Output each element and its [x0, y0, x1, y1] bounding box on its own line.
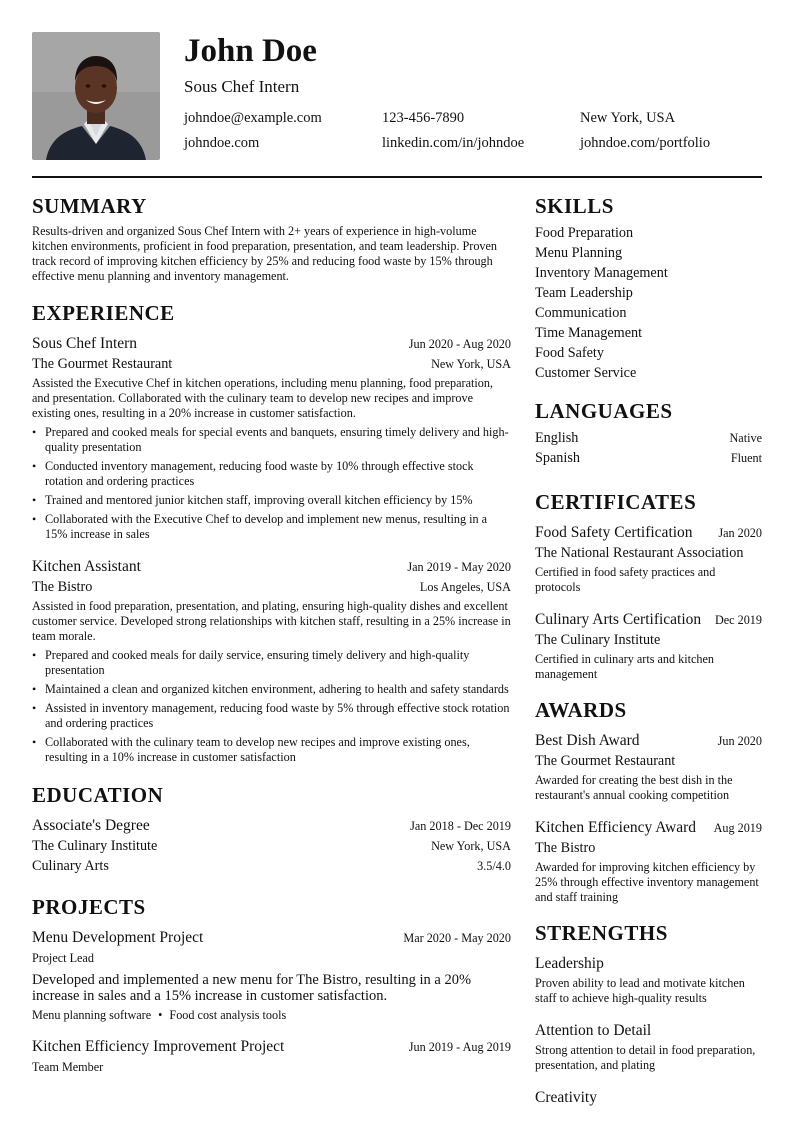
project-name: Kitchen Efficiency Improvement Project: [32, 1038, 285, 1055]
language-name: English: [535, 430, 579, 446]
award-issuer: The Gourmet Restaurant: [535, 753, 676, 769]
job-description: Assisted in food preparation, presentation, and plating, ensuring high-quality dishes and excellent customer service. Developed strong relationships with kitchen staff, resulting in a 25% increase in team morale.: [32, 599, 511, 643]
list-item: • Assisted in inventory management, reducing food waste by 5% through effective stock rotation and ordering practices: [32, 701, 511, 731]
candidate-title: Sous Chef Intern: [184, 77, 300, 96]
job-dates: Jun 2020 - Aug 2020: [408, 337, 511, 351]
degree-name: Associate's Degree: [32, 817, 150, 834]
languages-section: [535, 398, 762, 468]
candidate-name: John Doe: [184, 33, 317, 69]
tool-item: Food cost analysis tools: [169, 1008, 287, 1022]
project-description: Developed and implemented a new menu for The Bistro, resulting in a 20% increase in sales and a 15% increase in customer satisfaction.: [32, 972, 472, 1004]
list-item: • Collaborated with the Executive Chef to develop and implement new menus, resulting in a 15% increase in sales: [32, 512, 511, 542]
certificate-entry: [535, 609, 762, 682]
certificate-issuer: The Culinary Institute: [535, 632, 661, 648]
skill-item: Time Management: [535, 325, 643, 341]
section-heading: AWARDS: [535, 698, 627, 722]
strength-entry: [535, 1087, 762, 1108]
awards-section: [535, 697, 762, 905]
certificate-name: Food Safety Certification: [535, 524, 693, 541]
education-entry: [32, 815, 511, 876]
certificate-issuer: The National Restaurant Association: [535, 545, 744, 561]
job-bullets: [32, 648, 511, 765]
project-entry: [32, 1036, 511, 1077]
project-role: Team Member: [32, 1060, 104, 1074]
project-entry: [32, 927, 511, 1023]
contact-phone[interactable]: 123-456-7890: [382, 110, 465, 126]
skill-item: Inventory Management: [535, 265, 668, 281]
strength-entry: [535, 1020, 762, 1073]
side-column: [535, 193, 762, 1122]
section-heading: SKILLS: [535, 194, 614, 218]
contact-info: [184, 106, 762, 156]
language-item: [535, 428, 762, 448]
company-name: The Bistro: [32, 579, 93, 595]
tool-item: Menu planning software: [32, 1008, 152, 1022]
gpa: 3.5/4.0: [477, 859, 511, 873]
education-section: [32, 782, 511, 876]
projects-section: [32, 894, 511, 1077]
skill-item: Food Preparation: [535, 225, 634, 241]
experience-section: [32, 300, 511, 765]
skill-item: Food Safety: [535, 345, 604, 361]
contact-location: New York, USA: [580, 110, 676, 126]
profile-photo: [32, 32, 160, 160]
section-heading: EXPERIENCE: [32, 301, 175, 325]
job-location: Los Angeles, USA: [419, 580, 511, 594]
strength-description: Strong attention to detail in food preparation, presentation, and plating: [535, 1043, 756, 1072]
job-title: Kitchen Assistant: [32, 558, 141, 575]
award-name: Kitchen Efficiency Award: [535, 819, 696, 836]
award-entry: [535, 817, 762, 905]
strengths-section: [535, 920, 762, 1108]
skill-item: Team Leadership: [535, 285, 633, 301]
strength-name: Creativity: [535, 1089, 597, 1106]
contact-portfolio[interactable]: johndoe.com/portfolio: [580, 135, 711, 151]
project-tools: [32, 1008, 511, 1023]
project-dates: Jun 2019 - Aug 2019: [408, 1040, 511, 1054]
job-description: Assisted the Executive Chef in kitchen operations, including menu planning, food preparation, and presentation. Collaborated with the culinary team to develop new recipes and improve existing ones, resulting in a 20% increase in customer satisfaction.: [32, 376, 493, 420]
education-dates: Jan 2018 - Dec 2019: [410, 819, 511, 833]
strength-name: Attention to Detail: [535, 1022, 652, 1039]
contact-email[interactable]: johndoe@example.com: [184, 110, 322, 126]
certificate-entry: [535, 522, 762, 595]
award-entry: [535, 730, 762, 803]
list-item: • Prepared and cooked meals for special events and banquets, ensuring timely delivery and high-quality presentation: [32, 425, 511, 455]
header-divider: [32, 176, 762, 178]
project-dates: Mar 2020 - May 2020: [403, 931, 511, 945]
section-heading: EDUCATION: [32, 783, 164, 807]
list-item: • Collaborated with the culinary team to develop new recipes and improve existing ones, resulting in a 10% increase in customer satisfaction: [32, 735, 511, 765]
skill-item: Menu Planning: [535, 245, 623, 261]
skill-item: Customer Service: [535, 365, 637, 381]
skill-item: Communication: [535, 305, 627, 321]
profile-photo-illustration: [32, 32, 160, 160]
resume-header: [32, 32, 762, 160]
certificate-description: Certified in culinary arts and kitchen management: [535, 652, 715, 681]
section-heading: SUMMARY: [32, 194, 147, 218]
list-item: • Trained and mentored junior kitchen staff, improving overall kitchen efficiency by 15%: [32, 493, 511, 508]
award-name: Best Dish Award: [535, 732, 640, 749]
certificate-date: Jan 2020: [718, 526, 762, 540]
contact-website[interactable]: johndoe.com: [184, 135, 260, 151]
award-issuer: The Bistro: [535, 840, 596, 856]
company-name: The Gourmet Restaurant: [32, 356, 173, 372]
award-description: Awarded for creating the best dish in the restaurant's annual cooking competition: [535, 773, 733, 802]
skills-list: [535, 223, 762, 383]
award-description: Awarded for improving kitchen efficiency by 25% through effective inventory management and staff training: [535, 860, 759, 904]
strength-name: Leadership: [535, 955, 604, 972]
job-dates: Jan 2019 - May 2020: [407, 560, 511, 574]
section-heading: CERTIFICATES: [535, 490, 697, 514]
section-heading: LANGUAGES: [535, 399, 673, 423]
project-name: Menu Development Project: [32, 929, 204, 946]
summary-section: [32, 193, 511, 284]
strength-description: Proven ability to lead and motivate kitchen staff to achieve high-quality results: [535, 976, 745, 1005]
section-heading: STRENGTHS: [535, 921, 668, 945]
separator-dot: •: [158, 1008, 163, 1022]
certificate-description: Certified in food safety practices and protocols: [535, 565, 716, 594]
summary-text: Results-driven and organized Sous Chef Intern with 2+ years of experience in high-volume kitchen environments, proficient in food preparation, presentation, and team leadership. Proven track record of improving kitchen efficiency by 25% and reducing food waste by 15% through effective menu planning and inventory management.: [32, 224, 498, 283]
strength-entry: [535, 953, 762, 1006]
certificate-name: Culinary Arts Certification: [535, 611, 702, 628]
language-level: Native: [729, 431, 762, 445]
main-column: [32, 193, 511, 1091]
project-role: Project Lead: [32, 951, 94, 965]
certificate-date: Dec 2019: [714, 613, 762, 627]
certificates-section: [535, 489, 762, 682]
language-level: Fluent: [730, 451, 762, 465]
contact-linkedin[interactable]: linkedin.com/in/johndoe: [382, 135, 525, 151]
job-location: New York, USA: [431, 357, 511, 371]
section-heading: PROJECTS: [32, 895, 146, 919]
job-bullets: [32, 425, 511, 542]
experience-entry: [32, 333, 511, 542]
skills-section: [535, 193, 762, 383]
experience-entry: [32, 556, 511, 765]
field-of-study: Culinary Arts: [32, 858, 109, 874]
award-date: Aug 2019: [713, 821, 762, 835]
list-item: • Maintained a clean and organized kitchen environment, adhering to health and safety standards: [32, 682, 511, 697]
award-date: Jun 2020: [717, 734, 762, 748]
school-location: New York, USA: [431, 839, 511, 853]
school-name: The Culinary Institute: [32, 838, 158, 854]
list-item: • Prepared and cooked meals for daily service, ensuring timely delivery and high-quality presentation: [32, 648, 511, 678]
job-title: Sous Chef Intern: [32, 335, 138, 352]
list-item: • Conducted inventory management, reducing food waste by 10% through effective stock rotation and ordering practices: [32, 459, 511, 489]
language-item: [535, 448, 762, 468]
language-name: Spanish: [535, 450, 580, 466]
